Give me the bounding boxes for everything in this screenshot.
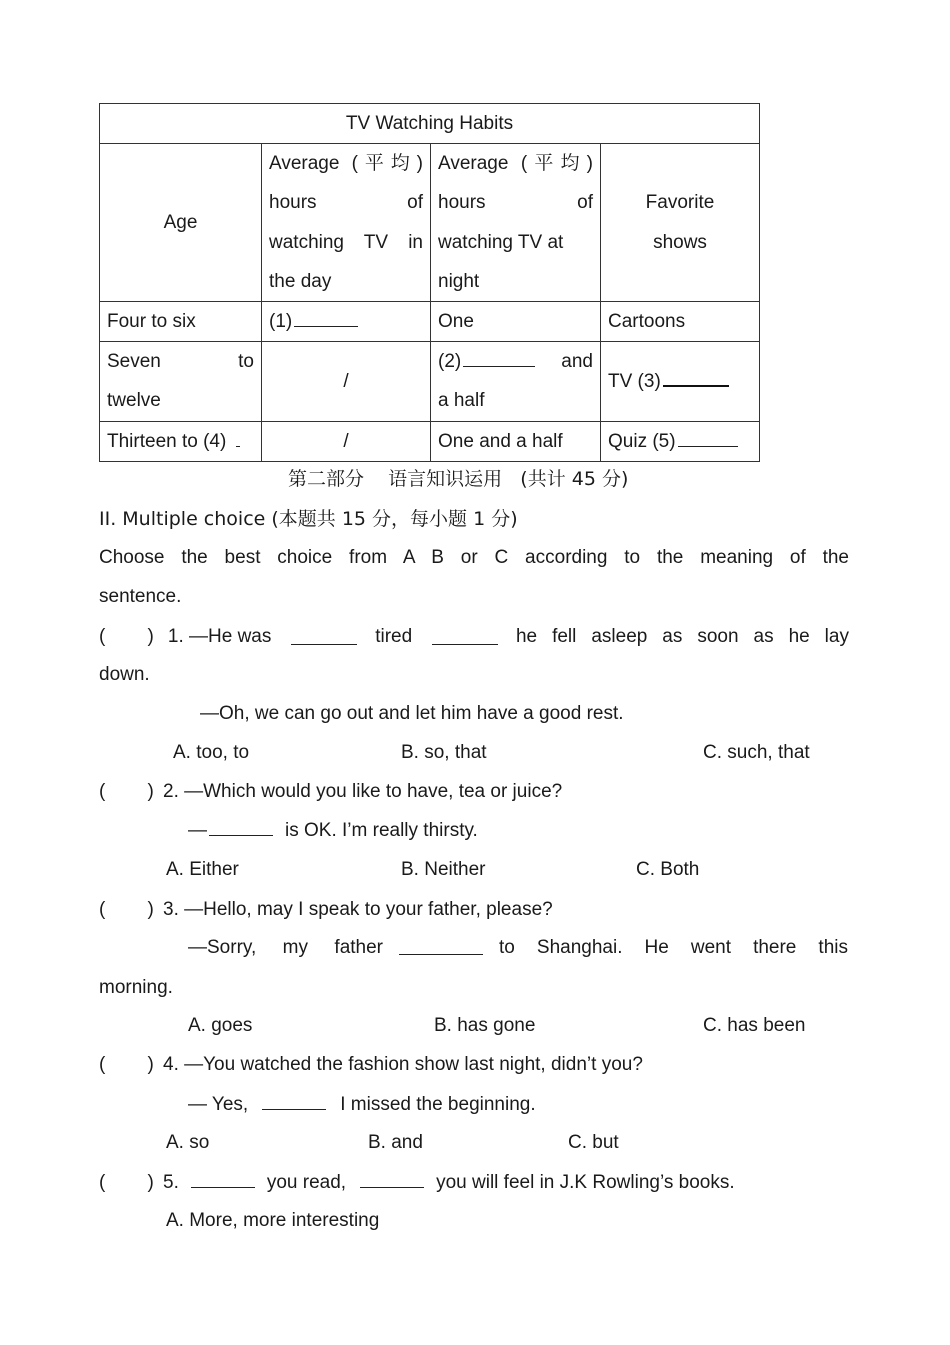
header-age: Age [100,144,262,302]
question-2: 2. —Which would you like to have, tea or juice? [163,781,563,802]
option-a: A. More, more interesting [166,1210,380,1231]
blank-q5b [360,1186,424,1188]
question-4: 4. —You watched the fashion show last night, didn’t you? [163,1054,643,1075]
blank-q4 [262,1108,326,1110]
option-a: A. Either [166,859,239,880]
option-c: C. has been [703,1015,806,1036]
header-favorite-shows: Favorite shows [601,144,760,302]
option-a: A. goes [188,1015,253,1036]
blank-2 [463,365,535,367]
option-c: C. but [568,1132,619,1153]
option-b: B. Neither [401,859,486,880]
blank-4 [236,445,240,447]
blank-q3 [399,953,483,955]
option-a: A. too, to [173,742,250,763]
option-c: C. Both [636,859,700,880]
blank-q1a [291,643,357,645]
blank-q2 [209,834,273,836]
blank-5 [678,445,738,447]
option-b: B. and [368,1132,423,1153]
section-heading: II. Multiple choice (本题共 15 分，每小题 1 分) [99,508,518,530]
answer-paren: ( ) [99,781,154,802]
blank-q5a [191,1186,255,1188]
blank-1 [294,325,358,327]
header-night-hours: Average (平均) hours of watching TV at night [431,144,601,302]
question-1: ( ) 1. —He was tired he fell asleep as soon as he lay [99,626,849,647]
option-b: B. has gone [434,1015,536,1036]
instruction-line-1: Choose the best choice from A B or C according to the meaning of the [99,547,849,568]
question-3: 3. —Hello, may I speak to your father, please? [163,899,553,920]
table-title: TV Watching Habits [100,104,760,144]
table-row: Thirteen to (4) / One and a half Quiz (5) [100,421,760,461]
blank-3 [663,384,729,387]
blank-q1b [432,643,498,645]
option-b: B. so, that [401,742,487,763]
answer-paren: ( ) [99,899,154,920]
header-day-hours: Average (平均) hours of watching TV in the day [262,144,431,302]
tv-habits-table [99,103,760,462]
option-a: A. so [166,1132,210,1153]
answer-paren: ( ) [99,1054,154,1075]
option-c: C. such, that [703,742,810,763]
table-row: Seven to twelve / (2) and a half TV (3) [100,342,760,421]
instruction-line-2: sentence. [99,586,182,607]
answer-paren: ( ) [99,1172,154,1193]
question-5: 5. you read, you will feel in J.K Rowling’s books. [163,1172,735,1193]
part-title: 第二部分 语言知识运用 (共计 45 分) [288,468,629,490]
table-row: Four to six (1) One Cartoons [100,302,760,342]
answer-paren: ( ) [99,626,154,647]
